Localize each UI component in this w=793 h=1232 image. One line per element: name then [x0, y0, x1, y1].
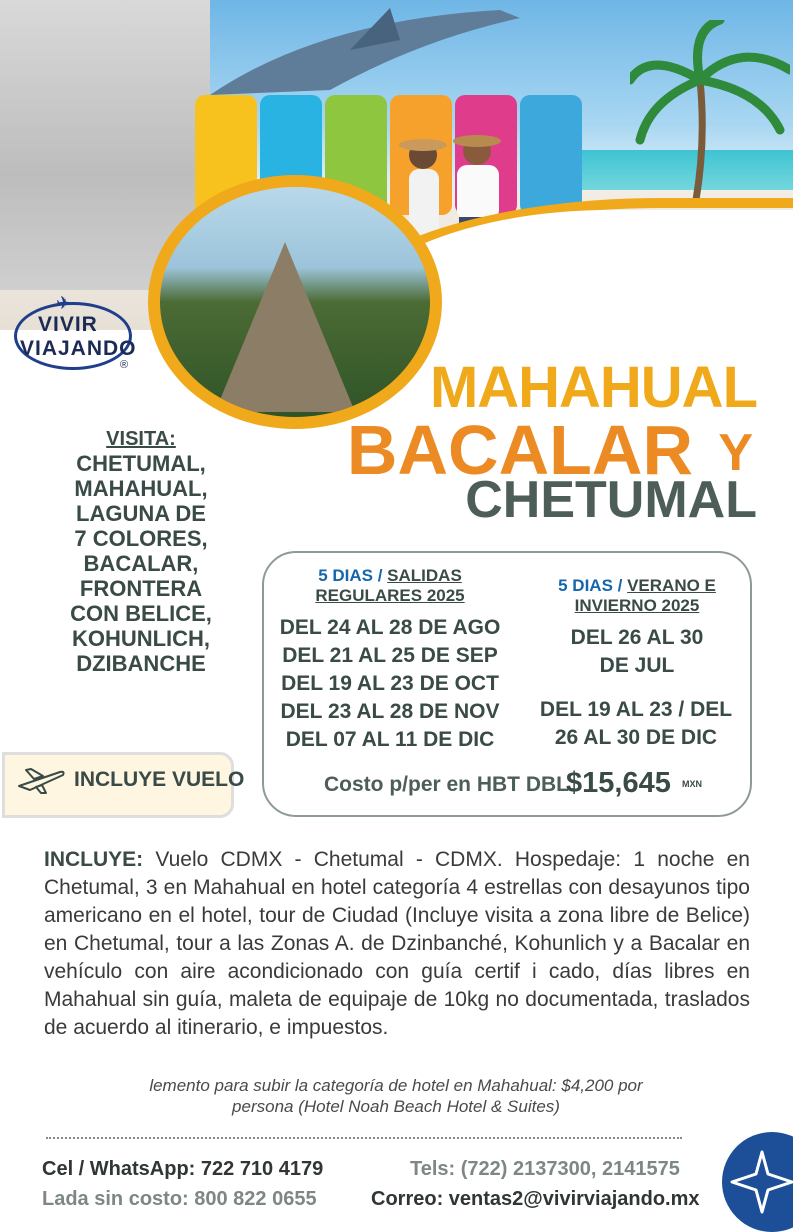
dotted-divider [46, 1137, 682, 1139]
date-item: DEL 19 AL 23 DE OCT [281, 672, 499, 695]
visit-heading: VISITA: [106, 428, 176, 450]
includes-flight-label: INCLUYE VUELO [74, 768, 245, 791]
season-label-2: INVIERNO 2025 [574, 596, 700, 615]
airplane-icon: ✈ [56, 293, 72, 313]
season-date-line: DE JUL [599, 654, 675, 677]
phone-contact[interactable]: Tels: (722) 2137300, 2141575 [410, 1158, 680, 1180]
includes-paragraph [44, 846, 750, 1042]
cost-label: Costo p/per en HBT DBL: [324, 773, 576, 796]
season-block-2 [526, 696, 746, 752]
cost-value: $15,645 [566, 767, 671, 799]
cost-currency: MXN [682, 779, 702, 789]
registered-mark: ® [120, 359, 129, 371]
regular-label-1: SALIDAS [387, 566, 462, 585]
note-line: lemento para subir la categoría de hotel en Mahahual: $4,200 por [149, 1076, 643, 1095]
date-item: DEL 23 AL 28 DE NOV [280, 700, 500, 723]
season-label-1: VERANO E [627, 576, 716, 595]
globe-plane-badge [722, 1132, 793, 1232]
hotel-upgrade-note [90, 1075, 702, 1117]
title-mahahual: MAHAHUAL [429, 355, 757, 420]
title-connector: Y [718, 424, 753, 482]
regular-days: 5 DIAS / [318, 566, 383, 585]
season-date-line: 26 AL 30 DE DIC [554, 726, 718, 749]
note-line: persona (Hotel Noah Beach Hotel & Suites) [232, 1097, 560, 1116]
season-date-line: DEL 26 AL 30 [570, 626, 704, 649]
season-days: 5 DIAS / [558, 576, 623, 595]
title-chetumal: CHETUMAL [465, 471, 757, 529]
includes-heading: INCLUYE: [44, 848, 144, 871]
date-item: DEL 24 AL 28 DE AGO [279, 616, 501, 639]
visit-places: CHETUMAL, MAHAHUAL, LAGUNA DE 7 COLORES, BACALAR, FRONTERA CON BELICE, KOHUNLICH, DZIBANCHE [70, 451, 212, 676]
regular-header [300, 566, 480, 606]
airplane-icon [16, 766, 66, 794]
email-contact[interactable]: Correo: ventas2@vivirviajando.mx [371, 1188, 700, 1210]
toll-free-contact[interactable]: Lada sin costo: 800 822 0655 [42, 1188, 317, 1210]
regular-label-2: REGULARES 2025 [315, 586, 465, 605]
palm-tree-icon [630, 20, 790, 200]
pyramid-photo [148, 175, 442, 429]
season-block-1 [532, 624, 742, 680]
date-item: DEL 21 AL 25 DE SEP [282, 644, 498, 667]
season-header [540, 576, 734, 616]
visit-list [30, 428, 252, 676]
includes-text: Vuelo CDMX - Chetumal - CDMX. Hospedaje: 1 noche en Chetumal, 3 en Mahahual en hotel categoría 4 estrellas con desayunos tipo americano en el hotel, tour de Ciudad (Incluye visita a zona libre de Belice) en Chetumal, tour a las Zonas A. de Dzinbanché, Kohunlich y a Bacalar en vehículo con aire acondicionado con guía certif i cado, días libres en Mahahual sin guía, maleta de equipaje de 10kg no documentada, traslados de acuerdo al itinerario, e impuestos. [44, 848, 750, 1039]
logo-line2: VIAJANDO [20, 337, 137, 360]
pyramid-icon [215, 242, 355, 412]
logo-line1: VIVIR [38, 313, 98, 336]
regular-dates [268, 614, 512, 754]
whatsapp-contact[interactable]: Cel / WhatsApp: 722 710 4179 [42, 1158, 324, 1180]
title-bacalar: BACALAR [346, 411, 693, 489]
date-item: DEL 07 AL 11 DE DIC [285, 728, 495, 751]
airplane-icon [726, 1146, 793, 1218]
season-date-line: DEL 19 AL 23 / DEL [539, 698, 733, 721]
marlin-sculpture-icon [200, 0, 530, 110]
